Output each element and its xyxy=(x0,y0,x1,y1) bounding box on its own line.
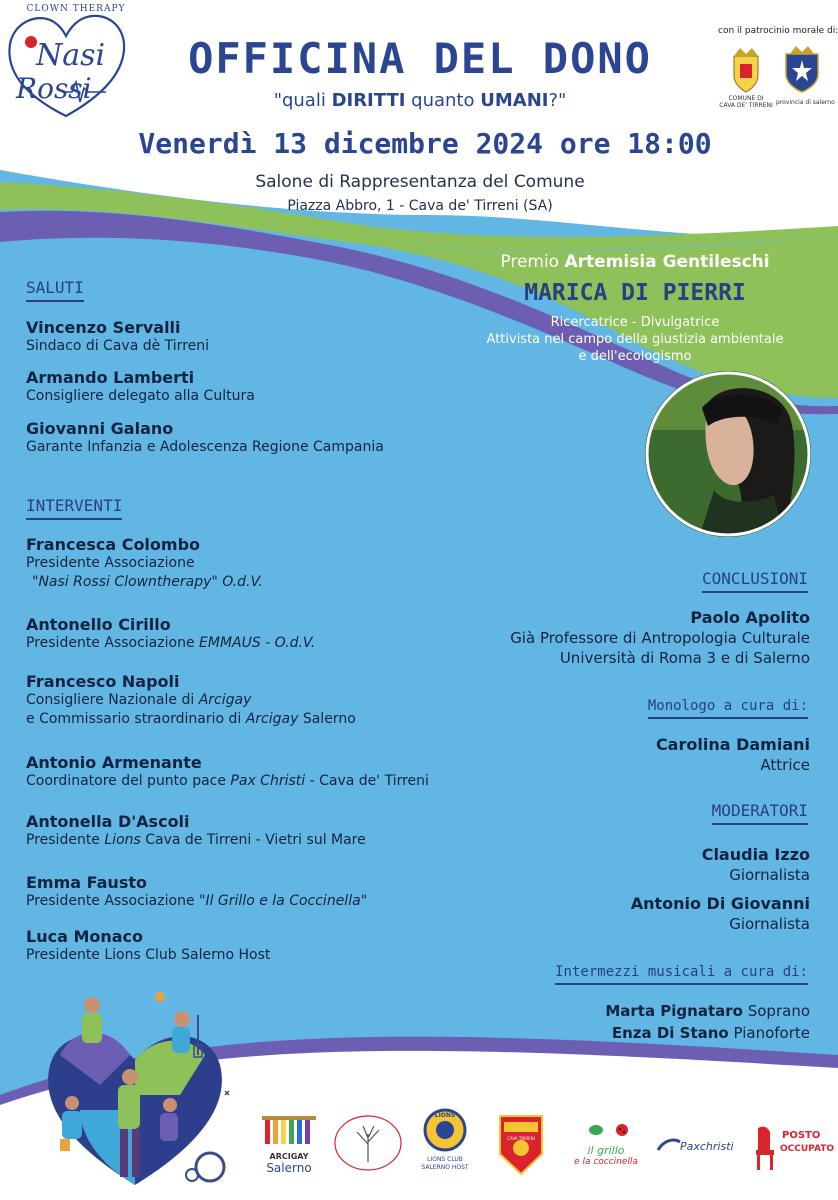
patron-1-caption-2: CAVA DE' TIRRENI xyxy=(719,102,773,109)
posto-label: POSTO xyxy=(782,1130,821,1141)
logo-arc-text: CLOWN THERAPY xyxy=(26,4,126,14)
award-label: Premio Artemisia Gentileschi xyxy=(500,252,770,272)
pennant-icon xyxy=(496,1114,546,1176)
intermezzi-artists xyxy=(390,1000,810,1044)
person-name: Antonio Armenante xyxy=(26,753,202,772)
moderatore-2 xyxy=(390,894,810,934)
person-role: Consigliere delegato alla Cultura xyxy=(26,388,255,404)
pax-christi-logo xyxy=(656,1134,746,1164)
awardee-portrait xyxy=(644,370,812,538)
arcigay-label: ARCIGAY xyxy=(269,1152,309,1161)
person-role: Presidente Associazione EMMAUS - O.d.V. xyxy=(26,635,316,651)
arcigay-columns-icon xyxy=(258,1112,320,1148)
awardee-name: MARICA DI PIERRI xyxy=(524,280,746,306)
arcigay-salerno-logo xyxy=(258,1112,320,1176)
lions-badge-text: LIONS xyxy=(434,1112,456,1119)
interventi-person-3 xyxy=(26,672,546,729)
conclusioni-person xyxy=(390,608,810,668)
person-role: Già Professore di Antropologia Culturale xyxy=(510,629,810,647)
cricket-ladybug-icon xyxy=(566,1118,646,1140)
person-role: Presidente Lions Club Salerno Host xyxy=(26,947,271,963)
lions-cava-pennant-logo xyxy=(496,1114,546,1176)
person-role: Sindaco di Cava dè Tirreni xyxy=(26,338,210,354)
person-name: Giovanni Galano xyxy=(26,419,174,438)
person-name: Antonella D'Ascoli xyxy=(26,812,190,831)
person-name: Paolo Apolito xyxy=(690,608,810,627)
person-name: Armando Lamberti xyxy=(26,368,195,387)
arcigay-city: Salerno xyxy=(266,1161,312,1175)
section-interventi-title: INTERVENTI xyxy=(26,496,122,520)
patron-2-caption: provincia di salerno xyxy=(776,99,835,106)
event-title: OFFICINA DEL DONO xyxy=(188,34,652,83)
pennant-text: CAVA TIRRENI xyxy=(507,1136,535,1141)
lions-label-2: SALERNO HOST xyxy=(421,1164,469,1171)
event-datetime: Venerdì 13 dicembre 2024 ore 18:00 xyxy=(138,127,712,160)
person-role: Università di Roma 3 e di Salerno xyxy=(559,649,810,667)
awardee-desc-line: Attivista nel campo della giustizia ambientale xyxy=(486,332,784,347)
artist-1: Marta Pignataro Soprano xyxy=(605,1002,810,1020)
emmaus-tree-logo-icon xyxy=(333,1114,403,1172)
person-role: Giornalista xyxy=(729,915,810,933)
person-role: Consigliere Nazionale di Arcigay xyxy=(26,692,252,708)
awardee-desc-line: Ricercatrice - Divulgatrice xyxy=(550,315,720,330)
person-role-org: "Nasi Rossi Clowntherapy" O.d.V. xyxy=(32,574,263,590)
awardee-desc-line: e dell'ecologismo xyxy=(578,349,692,364)
section-intermezzi-title: Intermezzi musicali a cura di: xyxy=(555,964,808,985)
saluti-person-2 xyxy=(26,368,546,406)
person-name: Antonello Cirillo xyxy=(26,615,171,634)
section-moderatori-title: MODERATORI xyxy=(712,801,808,825)
person-name: Francesco Napoli xyxy=(26,672,180,691)
lions-club-logo xyxy=(410,1108,480,1178)
patron-1-caption-1: COMUNE DI xyxy=(728,95,764,102)
person-name: Emma Fausto xyxy=(26,873,147,892)
person-role: Presidente Lions Cava de Tirreni - Vietri sul Mare xyxy=(26,832,366,848)
saluti-person-3 xyxy=(26,419,546,457)
person-role: Garante Infanzia e Adolescenza Regione Campania xyxy=(26,439,384,455)
cava-coat-of-arms-icon xyxy=(726,46,766,94)
red-chair-icon xyxy=(752,1124,780,1172)
provincia-salerno-crest-icon xyxy=(780,44,824,94)
posto-occupato-logo xyxy=(752,1122,832,1178)
person-name: Antonio Di Giovanni xyxy=(630,894,810,913)
logo-name-rossi: Rossi xyxy=(16,72,92,105)
person-name: Luca Monaco xyxy=(26,927,144,946)
puzzle-heart-illustration xyxy=(20,985,250,1195)
logo-name-nasi: Nasi xyxy=(36,38,106,73)
event-venue: Salone di Rappresentanza del Comune xyxy=(255,172,585,192)
lions-label-1: LIONS CLUB xyxy=(427,1156,463,1163)
pax-label: Paxchristi xyxy=(680,1140,734,1153)
pax-swoosh-icon xyxy=(656,1136,682,1156)
person-name: Francesca Colombo xyxy=(26,535,201,554)
artist-2: Enza Di Stano Pianoforte xyxy=(611,1024,810,1042)
event-subtitle: "quali DIRITTI quanto UMANI?" xyxy=(273,90,567,111)
person-role: e Commissario straordinario di Arcigay Salerno xyxy=(26,711,356,727)
event-address: Piazza Abbro, 1 - Cava de' Tirreni (SA) xyxy=(287,198,553,214)
person-name: Carolina Damiani xyxy=(655,735,810,754)
person-role: Giornalista xyxy=(729,866,810,884)
monologo-person xyxy=(390,735,810,775)
patron-label: con il patrocinio morale di: xyxy=(718,26,838,36)
moderatore-1 xyxy=(390,845,810,885)
person-role: Attrice xyxy=(760,756,810,774)
occupato-label: OCCUPATO xyxy=(780,1144,834,1154)
section-saluti-title: SALUTI xyxy=(26,278,84,302)
interventi-person-1 xyxy=(26,535,546,592)
person-role: Presidente Associazione "Il Grillo e la Coccinella" xyxy=(26,893,368,909)
grillo-coccinella-logo xyxy=(566,1118,646,1174)
section-monologo-title: Monologo a cura di: xyxy=(648,698,808,719)
awardee-description xyxy=(440,314,830,365)
coccinella-label: e la coccinella xyxy=(574,1157,638,1167)
person-name: Vincenzo Servalli xyxy=(26,318,181,337)
section-conclusioni-title: CONCLUSIONI xyxy=(702,569,808,593)
grillo-label: il grillo xyxy=(587,1144,625,1157)
person-role: Coordinatore del punto pace Pax Christi - Cava de' Tirreni xyxy=(26,773,429,789)
person-role: Presidente Associazione xyxy=(26,555,195,571)
person-name: Claudia Izzo xyxy=(701,845,810,864)
